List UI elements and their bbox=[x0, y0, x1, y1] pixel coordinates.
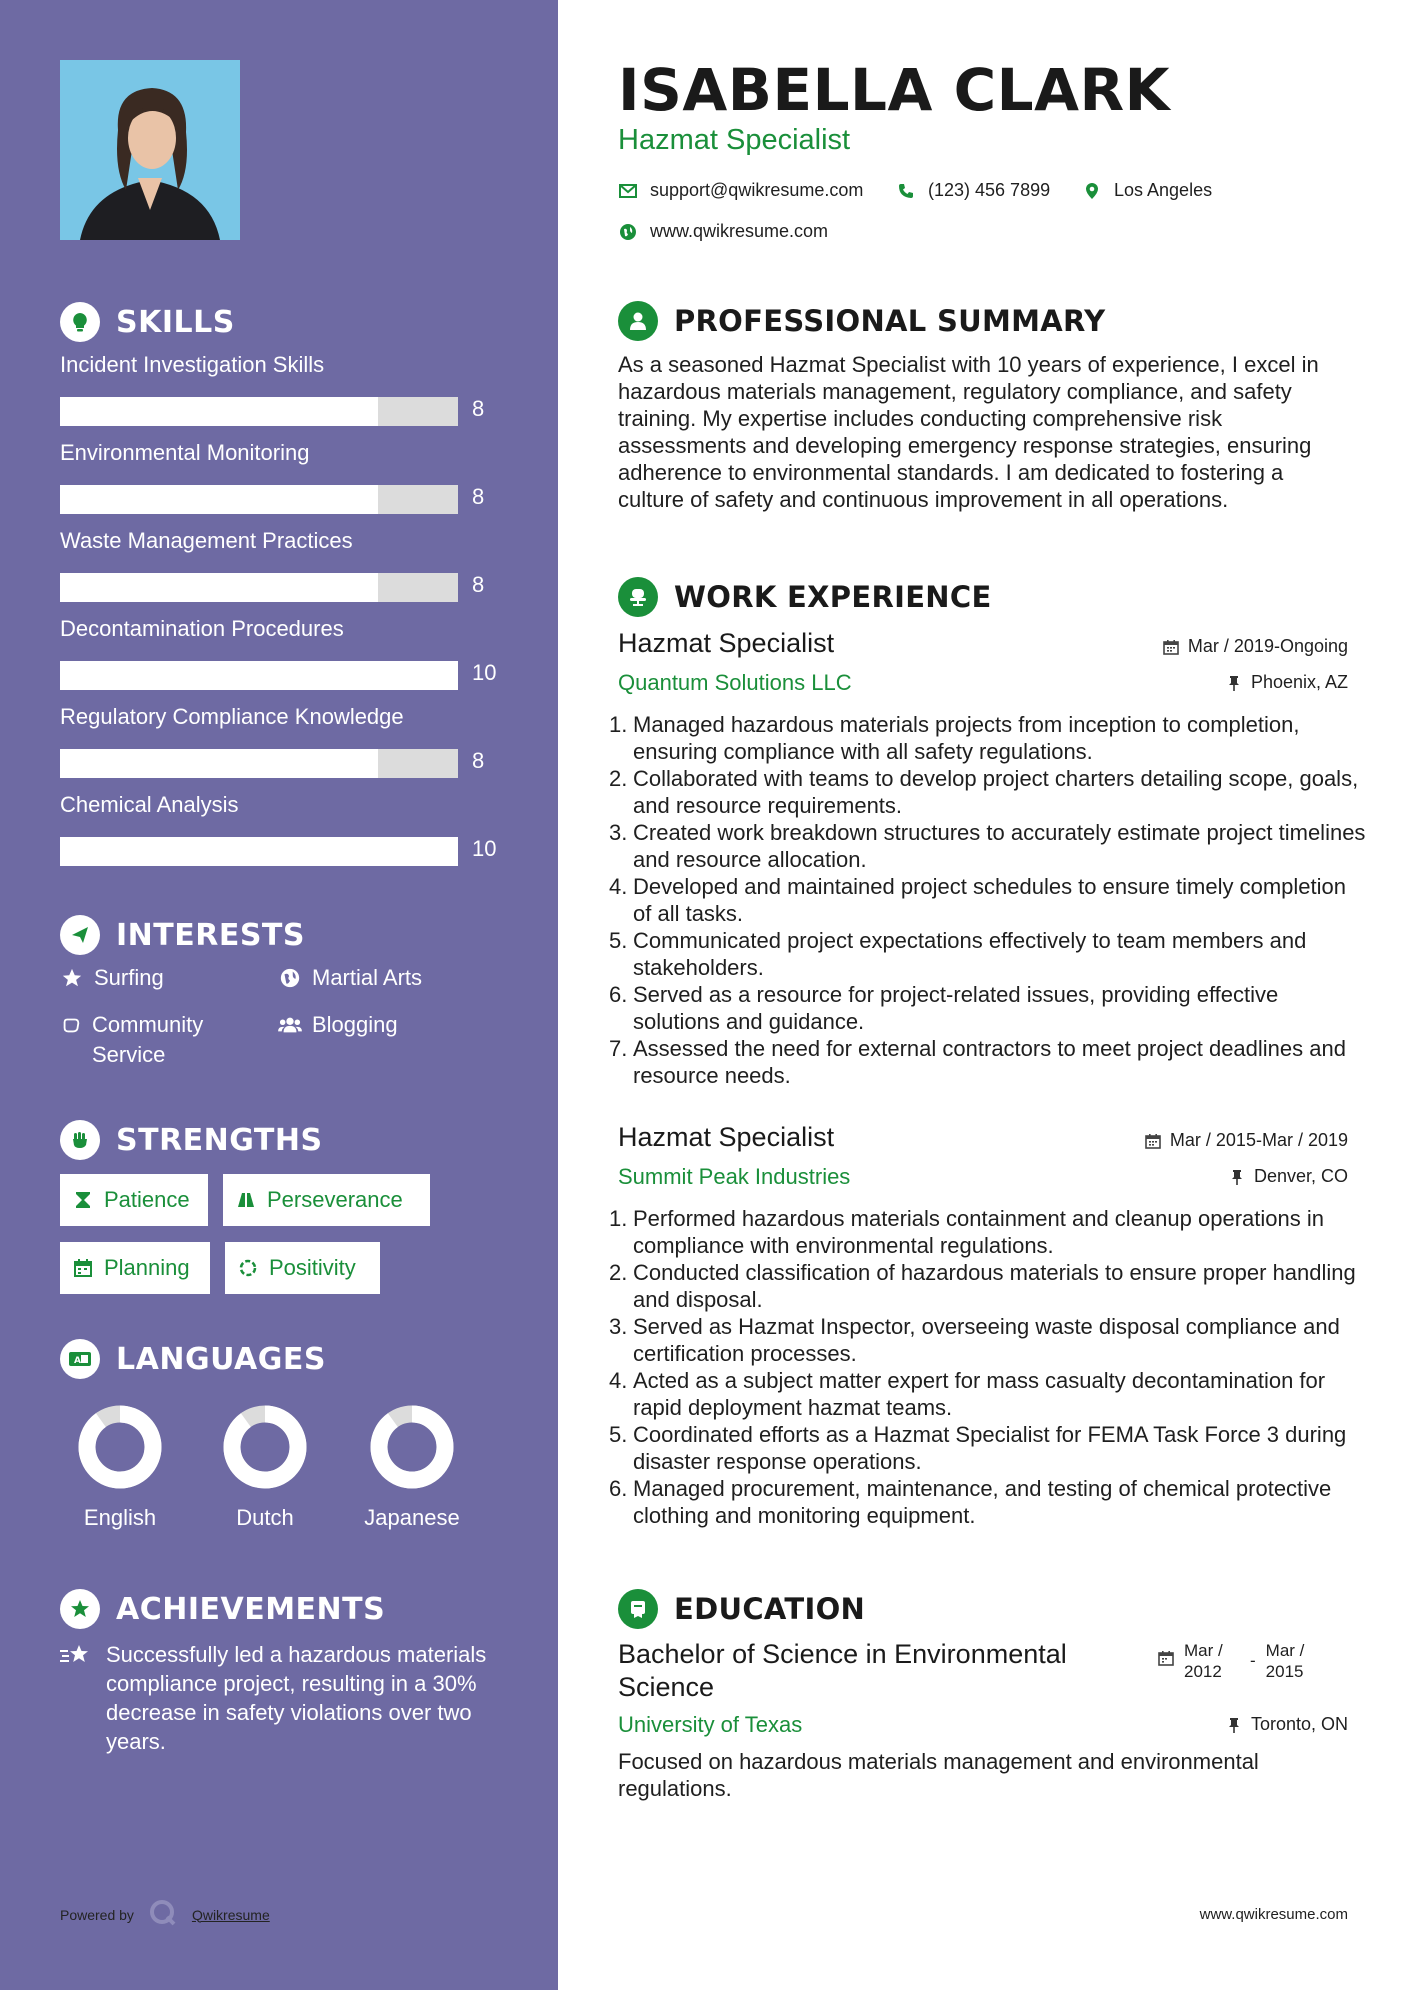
paper-plane-icon bbox=[60, 915, 100, 955]
skills-title: SKILLS bbox=[116, 304, 235, 340]
skill-bar-track bbox=[60, 661, 458, 690]
calendar-icon bbox=[1158, 1640, 1174, 1682]
interest-label: Community Service bbox=[92, 1012, 204, 1067]
road-icon bbox=[235, 1189, 257, 1211]
experience-title: WORK EXPERIENCE bbox=[674, 580, 992, 614]
job-location-text: Phoenix, AZ bbox=[1250, 672, 1348, 692]
language-ring-fill bbox=[379, 1414, 445, 1480]
language-label: English bbox=[83, 1505, 157, 1530]
skill-bar-fill bbox=[60, 397, 378, 426]
job-dates-text: Mar / 2015-Mar / 2019 bbox=[1169, 1130, 1348, 1150]
bullet-text: Served as a resource for project-related issues, providing effective solutions and guidance. bbox=[633, 982, 1279, 1034]
sidebar bbox=[0, 0, 558, 1990]
skill-value: 10 bbox=[472, 660, 497, 685]
summary-text: As a seasoned Hazmat Specialist with 10 years of experience, I excel in hazardous materials management, regulatory compliance, and safety training. My expertise includes conducting comprehensive risk assessments and developing emergency response strategies, ensuring adherence to environmental standards. I am dedicated to fostering a culture of safety and continuous improvement in all operations. bbox=[618, 352, 1319, 512]
calendar-icon bbox=[1144, 1132, 1162, 1150]
job-location bbox=[1225, 672, 1348, 693]
graduation-icon bbox=[618, 1589, 658, 1629]
bullet-text: Created work breakdown structures to accurately estimate project timelines and resource allocation. bbox=[633, 820, 1366, 872]
bullet-text: Assessed the need for external contractors to meet project deadlines and resource needs. bbox=[633, 1036, 1346, 1088]
list-number: 7. bbox=[609, 1036, 628, 1061]
globe-icon bbox=[618, 222, 638, 242]
skill-bar-fill bbox=[60, 661, 458, 690]
strength-chip bbox=[60, 1174, 208, 1226]
fist-icon bbox=[60, 1120, 100, 1160]
phone-text[interactable]: (123) 456 7899 bbox=[928, 180, 1051, 200]
strength-label: Planning bbox=[104, 1255, 190, 1280]
hourglass-icon bbox=[72, 1189, 94, 1211]
list-number: 3. bbox=[609, 820, 628, 845]
achievements-heading bbox=[60, 1589, 385, 1629]
strengths-heading bbox=[60, 1120, 323, 1160]
bullet-text: Coordinated efforts as a Hazmat Specialist for FEMA Task Force 3 during disaster response operations. bbox=[633, 1422, 1347, 1474]
interest-label: Surfing bbox=[94, 965, 164, 990]
languages-heading bbox=[60, 1339, 326, 1379]
footer-url[interactable]: www.qwikresume.com bbox=[1199, 1906, 1348, 1923]
main-content bbox=[558, 0, 1407, 1990]
skill-name: Decontamination Procedures bbox=[60, 616, 344, 641]
education-start: Mar / 2012 bbox=[1184, 1641, 1223, 1681]
globe-icon bbox=[278, 963, 302, 993]
list-number: 4. bbox=[609, 1368, 628, 1393]
briefcase-chair-icon bbox=[618, 577, 658, 617]
qwikresume-logo-icon bbox=[148, 1898, 178, 1931]
language-label: Dutch bbox=[236, 1505, 294, 1530]
bullet-text: Served as Hazmat Inspector, overseeing waste disposal compliance and certification processes. bbox=[633, 1314, 1340, 1366]
envelope-icon bbox=[618, 181, 638, 201]
language-label: Japanese bbox=[364, 1505, 460, 1530]
education-location bbox=[1225, 1714, 1348, 1735]
job-bullets bbox=[609, 1205, 1369, 1529]
education-title: EDUCATION bbox=[674, 1592, 866, 1626]
list-item bbox=[609, 711, 1369, 765]
email-text[interactable]: support@qwikresume.com bbox=[650, 180, 864, 200]
skill-value: 10 bbox=[472, 836, 497, 861]
lightbulb-icon bbox=[60, 302, 100, 342]
list-number: 6. bbox=[609, 982, 628, 1007]
map-marker-icon bbox=[1082, 181, 1102, 201]
achievement-text: Successfully led a hazardous materials compliance project, resulting in a 30% decrease in safety violations over two years. bbox=[106, 1642, 487, 1754]
summary-title: PROFESSIONAL SUMMARY bbox=[674, 304, 1106, 338]
language-item bbox=[342, 1402, 482, 1531]
achievements-title: ACHIEVEMENTS bbox=[116, 1591, 386, 1627]
profile-photo bbox=[60, 60, 240, 240]
list-item bbox=[609, 1475, 1369, 1529]
strength-label: Perseverance bbox=[267, 1187, 403, 1212]
list-item bbox=[609, 1035, 1369, 1089]
list-number: 1. bbox=[609, 712, 628, 737]
candidate-name: ISABELLA CLARK bbox=[618, 56, 1171, 124]
language-icon bbox=[60, 1339, 100, 1379]
strength-chip bbox=[223, 1174, 430, 1226]
bullet-text: Managed procurement, maintenance, and testing of chemical protective clothing and monitoring equipment. bbox=[633, 1476, 1332, 1528]
star-icon bbox=[60, 963, 84, 993]
language-ring-fill bbox=[87, 1414, 153, 1480]
summary-heading bbox=[618, 301, 1105, 341]
list-item bbox=[609, 1205, 1369, 1259]
job-dates bbox=[1144, 1130, 1348, 1151]
list-number: 5. bbox=[609, 928, 628, 953]
bullet-text: Conducted classification of hazardous materials to ensure proper handling and disposal. bbox=[633, 1260, 1356, 1312]
list-number: 5. bbox=[609, 1422, 628, 1447]
skill-item bbox=[60, 438, 500, 509]
skill-name: Regulatory Compliance Knowledge bbox=[60, 704, 404, 729]
job-location bbox=[1228, 1166, 1348, 1187]
skill-bar-fill bbox=[60, 837, 458, 866]
job-bullets bbox=[609, 711, 1369, 1089]
skill-name: Environmental Monitoring bbox=[60, 440, 310, 465]
contact-website bbox=[618, 221, 828, 242]
language-ring-fill bbox=[232, 1414, 298, 1480]
list-item bbox=[609, 765, 1369, 819]
interest-item bbox=[278, 963, 422, 993]
bullet-text: Acted as a subject matter expert for mass casualty decontamination for rapid deployment hazmat teams. bbox=[633, 1368, 1326, 1420]
skills-heading bbox=[60, 302, 235, 342]
list-number: 4. bbox=[609, 874, 628, 899]
job-title: Hazmat Specialist bbox=[618, 628, 835, 658]
school-name: University of Texas bbox=[618, 1712, 803, 1737]
user-icon bbox=[618, 301, 658, 341]
language-item bbox=[195, 1402, 335, 1531]
skill-bar-track bbox=[60, 573, 458, 602]
pushpin-icon bbox=[1225, 1716, 1243, 1734]
list-number: 2. bbox=[609, 1260, 628, 1285]
language-ring bbox=[195, 1402, 335, 1492]
contact-location bbox=[1082, 180, 1212, 201]
interest-item bbox=[278, 1010, 398, 1040]
skill-name: Chemical Analysis bbox=[60, 792, 239, 817]
strength-chip bbox=[225, 1242, 380, 1294]
skill-bar-track bbox=[60, 749, 458, 778]
skill-bar-fill bbox=[60, 749, 378, 778]
list-number: 1. bbox=[609, 1206, 628, 1231]
skill-bar-fill bbox=[60, 485, 378, 514]
interest-label: Martial Arts bbox=[312, 965, 423, 990]
list-item bbox=[609, 927, 1369, 981]
bullet-text: Communicated project expectations effectively to team members and stakeholders. bbox=[633, 928, 1307, 980]
skill-value: 8 bbox=[472, 396, 485, 421]
list-number: 3. bbox=[609, 1314, 628, 1339]
bullet-text: Managed hazardous materials projects from inception to completion, ensuring compliance with all safety regulations. bbox=[633, 712, 1300, 764]
strengths-title: STRENGTHS bbox=[116, 1122, 323, 1158]
contact-email bbox=[618, 180, 863, 201]
interest-item bbox=[60, 963, 164, 993]
calendar-icon bbox=[1162, 638, 1180, 656]
hand-icon bbox=[60, 1010, 82, 1040]
skill-bar-track bbox=[60, 485, 458, 514]
interests-title: INTERESTS bbox=[116, 917, 305, 953]
list-item bbox=[609, 1313, 1369, 1367]
strength-label: Positivity bbox=[269, 1255, 356, 1280]
calendar-icon bbox=[72, 1257, 94, 1279]
skill-bar-track bbox=[60, 397, 458, 426]
skill-name: Waste Management Practices bbox=[60, 528, 353, 553]
website-text[interactable]: www.qwikresume.com bbox=[650, 221, 829, 241]
language-ring bbox=[50, 1402, 190, 1492]
language-ring bbox=[342, 1402, 482, 1492]
skill-item bbox=[60, 614, 500, 685]
job-dates bbox=[1162, 636, 1348, 657]
contact-phone bbox=[896, 180, 1050, 201]
job-location-text: Denver, CO bbox=[1253, 1166, 1348, 1186]
award-star-icon bbox=[60, 1589, 100, 1629]
skill-bar-fill bbox=[60, 573, 378, 602]
skill-item bbox=[60, 702, 500, 773]
location-text: Los Angeles bbox=[1114, 180, 1213, 200]
list-item bbox=[609, 819, 1369, 873]
powered-by-label: Powered by bbox=[60, 1906, 134, 1923]
job-company: Summit Peak Industries bbox=[618, 1164, 851, 1189]
skill-value: 8 bbox=[472, 484, 485, 509]
phone-icon bbox=[896, 181, 916, 201]
list-item bbox=[609, 1367, 1369, 1421]
interests-heading bbox=[60, 915, 305, 955]
skill-bar-track bbox=[60, 837, 458, 866]
job-company: Quantum Solutions LLC bbox=[618, 670, 852, 695]
strength-label: Patience bbox=[104, 1187, 190, 1212]
pushpin-icon bbox=[1228, 1168, 1246, 1186]
qwikresume-link[interactable]: Qwikresume bbox=[191, 1906, 270, 1923]
circle-notch-icon bbox=[237, 1257, 259, 1279]
education-dates bbox=[1158, 1640, 1322, 1682]
skill-value: 8 bbox=[472, 748, 485, 773]
powered-by bbox=[60, 1898, 270, 1931]
list-item bbox=[609, 1421, 1369, 1475]
bullet-text: Collaborated with teams to develop project charters detailing scope, goals, and resource requirements. bbox=[633, 766, 1359, 818]
interest-label: Blogging bbox=[312, 1012, 398, 1037]
skill-item bbox=[60, 350, 500, 421]
education-end: Mar / 2015 bbox=[1265, 1641, 1305, 1681]
education-heading bbox=[618, 1589, 865, 1629]
strength-chip bbox=[60, 1242, 210, 1294]
candidate-title: Hazmat Specialist bbox=[618, 124, 851, 156]
education-description: Focused on hazardous materials management and environmental regulations. bbox=[618, 1749, 1259, 1801]
portrait-image bbox=[60, 60, 240, 240]
skill-value: 8 bbox=[472, 572, 485, 597]
achievement-item bbox=[60, 1640, 510, 1756]
skill-item bbox=[60, 790, 500, 861]
language-item bbox=[50, 1402, 190, 1531]
experience-heading bbox=[618, 577, 992, 617]
languages-title: LANGUAGES bbox=[116, 1341, 326, 1377]
list-item bbox=[609, 873, 1369, 927]
pushpin-icon bbox=[1225, 674, 1243, 692]
list-number: 2. bbox=[609, 766, 628, 791]
list-item bbox=[609, 981, 1369, 1035]
skill-name: Incident Investigation Skills bbox=[60, 352, 325, 377]
education-dash: - bbox=[1250, 1651, 1256, 1670]
job-title: Hazmat Specialist bbox=[618, 1122, 835, 1152]
interest-item bbox=[60, 1010, 240, 1070]
bullet-text: Performed hazardous materials containment and cleanup operations in compliance with environmental regulations. bbox=[633, 1206, 1324, 1258]
users-icon bbox=[278, 1010, 302, 1040]
job-dates-text: Mar / 2019-Ongoing bbox=[1187, 636, 1348, 656]
skill-item bbox=[60, 526, 500, 597]
shooting-star-icon bbox=[60, 1640, 92, 1669]
list-number: 6. bbox=[609, 1476, 628, 1501]
svg-text:A: A bbox=[74, 1356, 82, 1366]
education-location-text: Toronto, ON bbox=[1250, 1714, 1348, 1734]
list-item bbox=[609, 1259, 1369, 1313]
degree-title: Bachelor of Science in Environmental Science bbox=[618, 1639, 1067, 1702]
bullet-text: Developed and maintained project schedules to ensure timely completion of all tasks. bbox=[633, 874, 1346, 926]
